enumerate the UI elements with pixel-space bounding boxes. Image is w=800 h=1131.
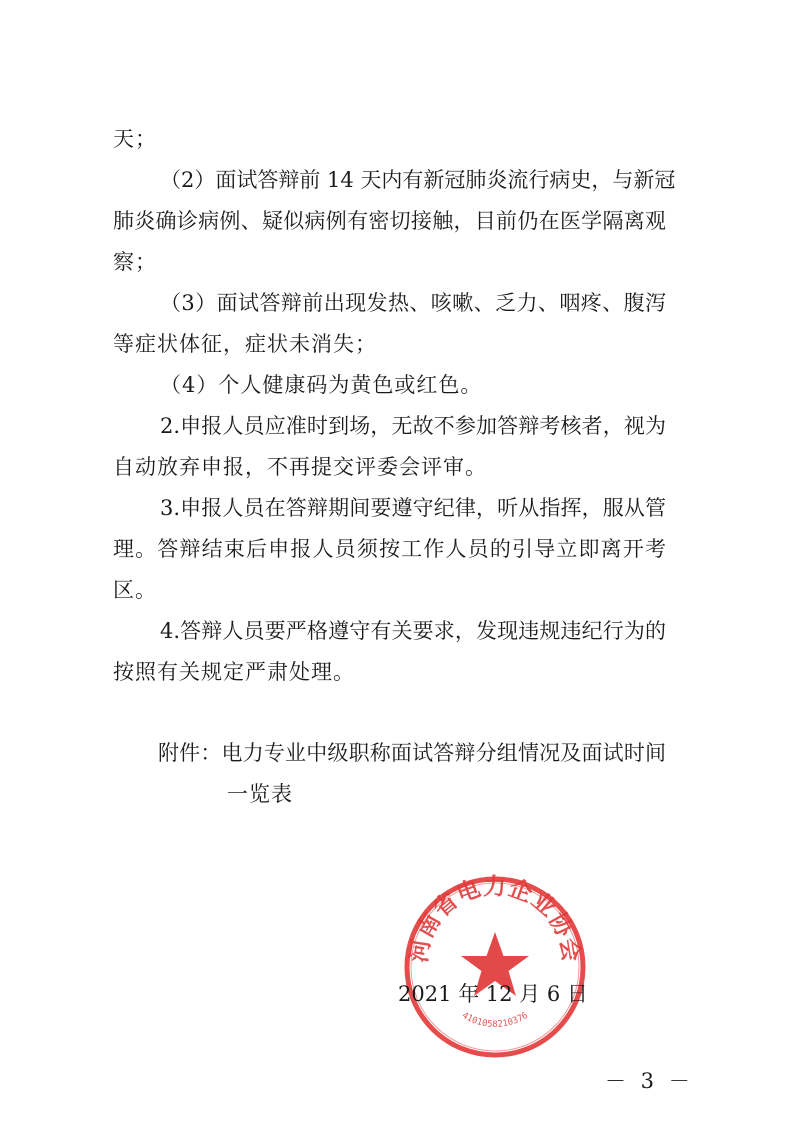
body-line: 天； bbox=[113, 127, 157, 151]
body-line: 自动放弃申报，不再提交评委会评审。 bbox=[113, 455, 487, 479]
body-line: （2）面试答辩前 14 天内有新冠肺炎流行病史，与新冠 bbox=[160, 168, 676, 192]
page-number: － 3 － bbox=[605, 1069, 694, 1093]
body-line: （3）面试答辩前出现发热、咳嗽、乏力、咽疼、腹泻 bbox=[160, 291, 666, 315]
body-line: 肺炎确诊病例、疑似病例有密切接触，目前仍在医学隔离观 bbox=[113, 209, 666, 233]
body-line: 区。 bbox=[113, 578, 157, 602]
body-line: 等症状体征，症状未消失； bbox=[113, 332, 377, 356]
official-seal-stamp bbox=[400, 872, 590, 1062]
document-date: 2021 年 12 月 6 日 bbox=[398, 982, 588, 1006]
body-line: （4）个人健康码为黄色或红色。 bbox=[160, 373, 483, 397]
attachment-note-continuation: 一览表 bbox=[227, 782, 293, 806]
body-line: 察； bbox=[113, 250, 157, 274]
attachment-note: 附件：电力专业中级职称面试答辩分组情况及面试时间 bbox=[158, 741, 666, 765]
body-line: 按照有关规定严肃处理。 bbox=[113, 660, 355, 684]
svg-text:河南省电力企业协会: 河南省电力企业协会 bbox=[406, 874, 584, 965]
svg-text:4101058210376: 4101058210376 bbox=[460, 1010, 530, 1030]
body-line: 理。答辩结束后申报人员须按工作人员的引导立即离开考 bbox=[113, 537, 666, 561]
body-line: 4.答辩人员要严格遵守有关要求，发现违规违纪行为的 bbox=[160, 619, 666, 643]
body-line: 3.申报人员在答辩期间要遵守纪律，听从指挥，服从管 bbox=[160, 496, 666, 520]
body-line: 2.申报人员应准时到场，无故不参加答辩考核者，视为 bbox=[160, 414, 666, 438]
